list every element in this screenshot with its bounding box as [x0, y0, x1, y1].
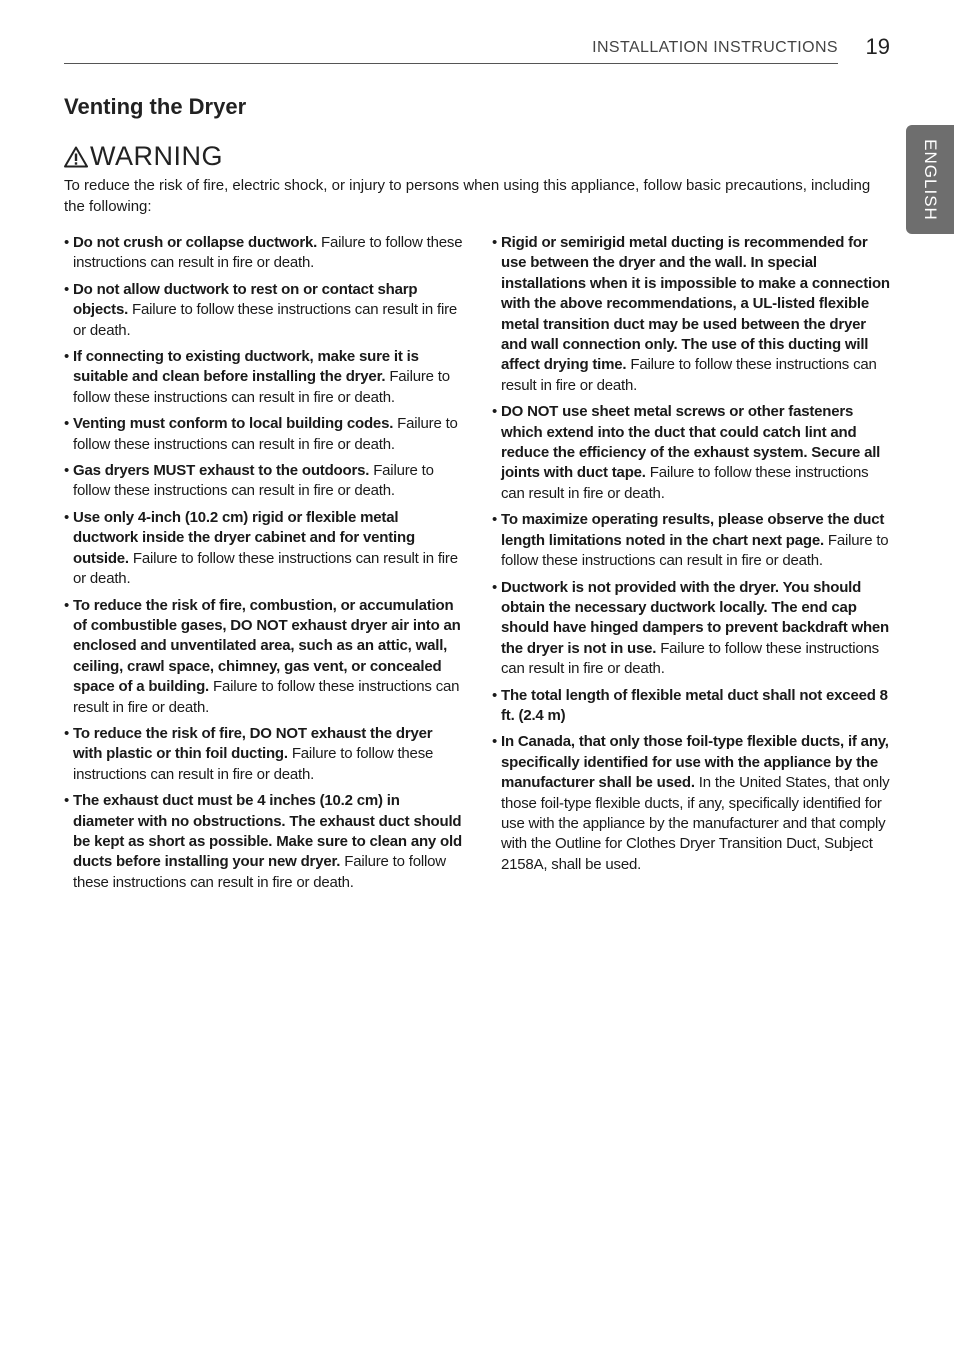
- precaution-warning-text: DO NOT use sheet metal screws or other fasteners which extend into the duct that could catch lint and reduce the efficiency of the exhaust system. Secure all joints with duct tape.: [501, 403, 881, 482]
- precaution-warning-text: The total length of flexible metal duct shall not exceed 8 ft. (2.4 m): [501, 686, 888, 724]
- section-title: Venting the Dryer: [64, 94, 247, 119]
- bullet-marker: •: [492, 733, 498, 751]
- precaution-warning-text: Venting must conform to local building codes.: [73, 415, 394, 433]
- precaution-item: [64, 414, 464, 455]
- warning-triangle-icon: [64, 146, 88, 168]
- precaution-consequence-text: Failure to follow these instructions can result in fire or death.: [501, 464, 869, 502]
- bullet-marker: •: [64, 462, 70, 480]
- warning-label: WARNING: [90, 141, 223, 171]
- left-precautions-list: [64, 233, 464, 899]
- language-tab: [906, 125, 954, 234]
- precaution-item: [64, 347, 464, 408]
- precaution-consequence-text: Failure to follow these instructions can result in fire or death.: [73, 853, 446, 891]
- precaution-item: [492, 233, 892, 396]
- precaution-item: [64, 596, 464, 718]
- precaution-warning-text: To reduce the risk of fire, combustion, or accumulation of combustible gases, DO NOT exhaust dryer air into an enclosed and unventilated area, such as an attic, wall, ceiling, crawl space, chimney, gas vent, or concealed space of a building.: [73, 596, 461, 696]
- language-tab-label: ENGLISH: [921, 138, 940, 221]
- precaution-item: [64, 280, 464, 341]
- precaution-consequence-text: Failure to follow these instructions can result in fire or death.: [73, 301, 458, 339]
- bullet-marker: •: [492, 511, 498, 529]
- precaution-item: [492, 578, 892, 680]
- precaution-warning-text: To reduce the risk of fire, DO NOT exhaust the dryer with plastic or thin foil ducting.: [73, 724, 433, 763]
- bullet-marker: •: [492, 403, 498, 421]
- bullet-marker: •: [492, 234, 498, 251]
- precaution-consequence-text: Failure to follow these instructions can result in fire or death.: [73, 368, 450, 406]
- precaution-item: [492, 510, 892, 571]
- precaution-item: [64, 508, 464, 590]
- bullet-marker: •: [492, 686, 498, 704]
- precaution-item: [64, 791, 464, 893]
- bullet-marker: •: [64, 596, 70, 614]
- precaution-item: [492, 686, 892, 727]
- precaution-warning-text: Use only 4-inch (10.2 cm) rigid or flexible metal ductwork inside the dryer cabinet and for venting outside.: [73, 508, 415, 567]
- page-header: [64, 34, 890, 64]
- precaution-warning-text: Ductwork is not provided with the dryer. You should obtain the necessary ductwork locally. The end cap should have hinged dampers to prevent backdraft when the dryer is not in use.: [501, 578, 890, 657]
- precaution-consequence-text: In the United States, that only those foil-type flexible ducts, if any, specifically identified for use with the appliance by the manufacturer and that comply with the Outline for Clothes Dryer Transition Duct, Subject 2158A, shall be used.: [501, 774, 890, 873]
- precaution-consequence-text: Failure to follow these instructions can result in fire or death.: [501, 531, 889, 570]
- right-precautions-list: [492, 233, 892, 881]
- precaution-warning-text: Do not crush or collapse ductwork.: [73, 234, 318, 251]
- precaution-item: [492, 732, 892, 875]
- page-number: 19: [865, 34, 890, 59]
- precaution-consequence-text: Failure to follow these instructions can result in fire or death.: [73, 678, 460, 716]
- header-section-title: INSTALLATION INSTRUCTIONS: [592, 39, 838, 56]
- precaution-consequence-text: Failure to follow these instructions can result in fire or death.: [501, 356, 877, 394]
- warning-heading: [64, 141, 223, 172]
- precaution-warning-text: If connecting to existing ductwork, make sure it is suitable and clean before installing the dryer.: [73, 348, 419, 386]
- precaution-warning-text: Rigid or semirigid metal ducting is recommended for use between the dryer and the wall. In special installations when it is impossible to make a connection with the above recommendations, a UL-listed flexible metal transition duct may be used between the dryer and wall connection only. The use of this ducting will affect drying time.: [501, 234, 890, 374]
- bullet-marker: •: [64, 508, 70, 526]
- precaution-item: [64, 461, 464, 502]
- precaution-warning-text: Gas dryers MUST exhaust to the outdoors.: [73, 462, 370, 480]
- precaution-warning-text: In Canada, that only those foil-type flexible ducts, if any, specifically identified for use with the appliance by the manufacturer shall be used.: [501, 733, 889, 792]
- precaution-item: [64, 233, 464, 274]
- precaution-consequence-text: Failure to follow these instructions can result in fire or death.: [501, 639, 879, 678]
- precaution-consequence-text: Failure to follow these instructions can result in fire or death.: [73, 415, 458, 453]
- precaution-warning-text: Do not allow ductwork to rest on or contact sharp objects.: [73, 280, 418, 319]
- precaution-warning-text: To maximize operating results, please observe the duct length limitations noted in the chart next page.: [501, 511, 885, 549]
- bullet-marker: •: [64, 348, 70, 366]
- bullet-marker: •: [64, 280, 70, 298]
- bullet-marker: •: [64, 792, 70, 810]
- header-divider: [64, 63, 838, 64]
- precaution-item: [64, 724, 464, 785]
- bullet-marker: •: [64, 724, 70, 742]
- precaution-consequence-text: Failure to follow these instructions can result in fire or death.: [73, 745, 434, 783]
- precaution-warning-text: The exhaust duct must be 4 inches (10.2 cm) in diameter with no obstructions. The exhaust duct should be kept as short as possible. Make sure to clean any old ducts before installing your new dryer.: [73, 792, 462, 871]
- precaution-item: [492, 402, 892, 504]
- precaution-consequence-text: Failure to follow these instructions can result in fire or death.: [73, 234, 463, 272]
- bullet-marker: •: [492, 578, 498, 596]
- bullet-marker: •: [64, 415, 70, 433]
- precaution-consequence-text: Failure to follow these instructions can result in fire or death.: [73, 462, 434, 500]
- warning-intro: To reduce the risk of fire, electric shock, or injury to persons when using this appliance, follow basic precautions, including the following:: [64, 177, 871, 215]
- bullet-marker: •: [64, 234, 70, 251]
- precaution-consequence-text: Failure to follow these instructions can result in fire or death.: [73, 549, 458, 588]
